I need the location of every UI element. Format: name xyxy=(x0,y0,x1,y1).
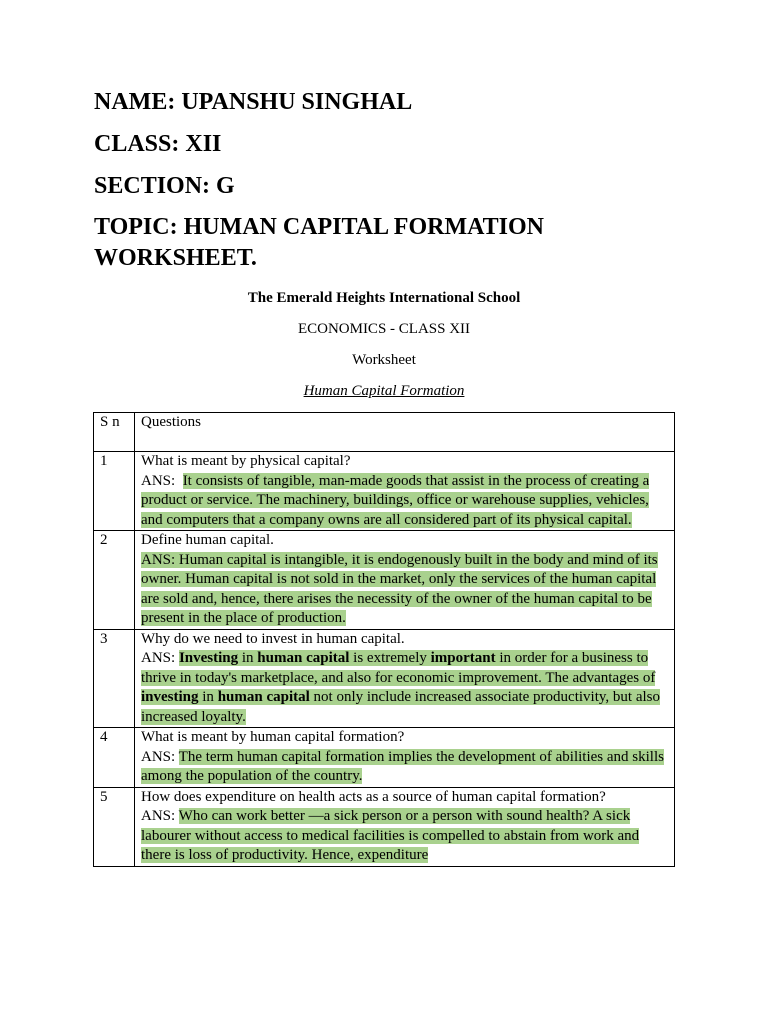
subject-line: ECONOMICS - CLASS XII xyxy=(297,321,471,337)
answer-text: Who can work better —a sick person or a person with sound health? A sick labourer without access to medical facilities is compelled to abstain from work and there is loss of productivity. Hence, expenditure xyxy=(141,808,640,863)
answer-bold-word: human capital xyxy=(217,689,310,705)
student-name: NAME: UPANSHU SINGHAL xyxy=(94,89,413,115)
row-number: 4 xyxy=(94,728,135,788)
document-type: Worksheet xyxy=(352,352,416,368)
header-serial-number: S n xyxy=(94,413,135,452)
answer-bold-word: Investing xyxy=(178,650,239,666)
topic-title: TOPIC: HUMAN CAPITAL FORMATION WORKSHEET. xyxy=(94,214,544,271)
question-cell xyxy=(135,531,675,630)
table-row xyxy=(94,629,675,728)
question-text: Define human capital. xyxy=(141,532,274,548)
answer-text: The term human capital formation implies the development of abilities and skills among the population of the country. xyxy=(141,748,664,784)
table-row xyxy=(94,452,675,531)
header-questions: Questions xyxy=(135,413,675,452)
row-number: 2 xyxy=(94,531,135,630)
school-name: The Emerald Heights International School xyxy=(247,290,521,306)
worksheet-title-text: Human Capital Formation xyxy=(303,383,465,399)
answer-fragment: not only include increased associate productivity, but also increased loyalty. xyxy=(141,689,660,725)
table-row xyxy=(94,787,675,866)
question-cell xyxy=(135,452,675,531)
question-text: What is meant by physical capital? xyxy=(141,453,351,469)
student-class: CLASS: XII xyxy=(94,131,222,157)
answer-fragment: in order for a business to thrive in today's marketplace, and also for economic improvement. The advantages of xyxy=(141,650,656,686)
answer-label: ANS: xyxy=(141,808,176,824)
student-section: SECTION: G xyxy=(94,173,235,199)
answer-bold-word: human capital xyxy=(257,650,350,666)
table-header-row xyxy=(94,413,675,452)
answer-text: ANS: Human capital is intangible, it is endogenously built in the body and mind of its owner. Human capital is not sold in the market, only the services of the human capital are sold and, hence, there arises the necessity of the owner of the human capital to be present in the place of production. xyxy=(141,551,658,626)
worksheet-table xyxy=(93,412,675,867)
answer-fragment: in xyxy=(238,650,258,666)
row-number: 1 xyxy=(94,452,135,531)
answer-label: ANS: xyxy=(141,650,176,666)
answer-fragment: in xyxy=(198,689,218,705)
question-cell xyxy=(135,787,675,866)
question-text: What is meant by human capital formation? xyxy=(141,729,405,745)
row-number: 3 xyxy=(94,629,135,728)
answer-label: ANS: xyxy=(141,472,176,489)
answer-bold-word: investing xyxy=(141,689,199,705)
question-cell xyxy=(135,629,675,728)
worksheet-title xyxy=(94,381,674,401)
answer-label: ANS: xyxy=(141,748,176,765)
table-row xyxy=(94,531,675,630)
question-text: How does expenditure on health acts as a source of human capital formation? xyxy=(141,788,606,805)
question-text: Why do we need to invest in human capital. xyxy=(141,630,405,647)
answer-text: It consists of tangible, man-made goods that assist in the process of creating a product or service. The machinery, buildings, office or warehouse supplies, vehicles, and computers that a company owns are all considered part of its physical capital. xyxy=(141,472,650,528)
table-row xyxy=(94,728,675,788)
answer-fragment: is extremely xyxy=(349,650,431,666)
answer-text xyxy=(141,650,660,725)
row-number: 5 xyxy=(94,787,135,866)
question-cell xyxy=(135,728,675,788)
answer-bold-word: important xyxy=(430,650,496,666)
